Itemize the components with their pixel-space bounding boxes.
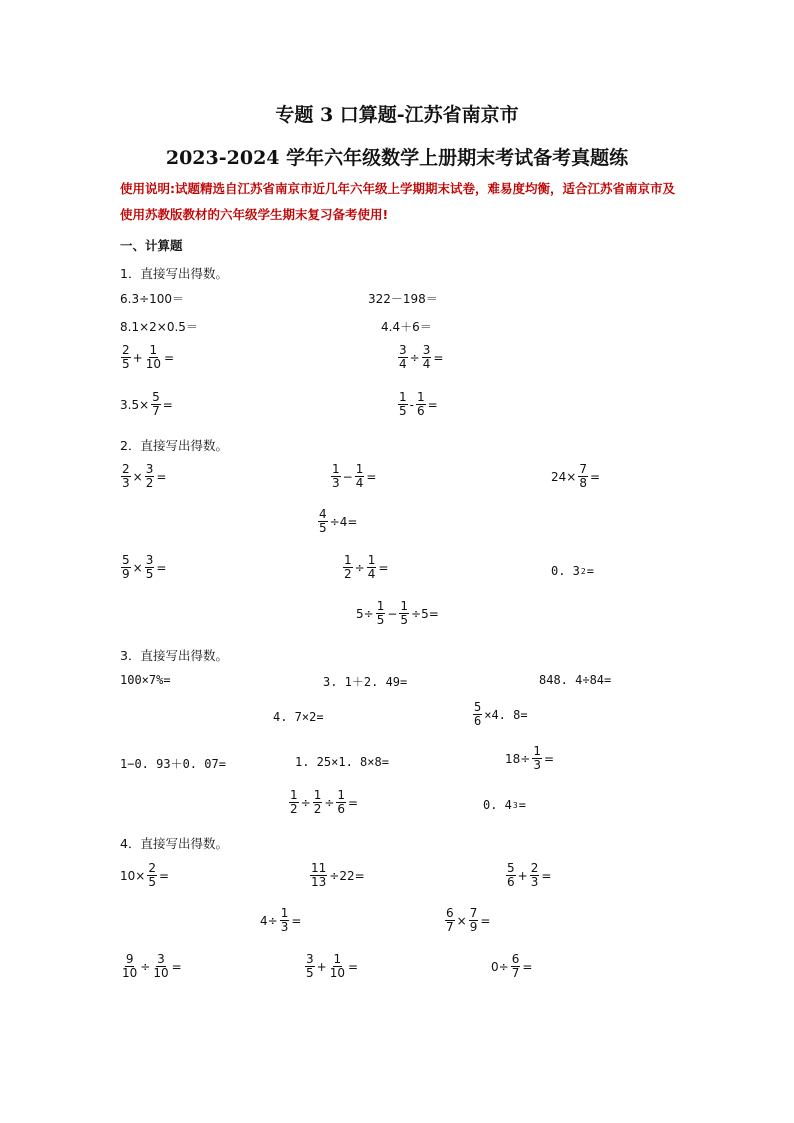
q4-heading: 4．直接写出得数。	[120, 836, 228, 851]
q3-c: 848. 4÷84=	[539, 673, 612, 687]
q2-d: $\frac{4}{5}$ ÷4=	[319, 507, 358, 535]
q1-e: 2 5 + $\frac{1}{10}$ =	[122, 343, 175, 371]
q1-b: 322－198＝	[368, 292, 438, 306]
q3-i: $\frac{1}{2}$ ÷ $\frac{1}{2}$ ÷ $\frac{1}{6}$ =	[290, 788, 359, 816]
title-line-2: 2023-2024 学年六年级数学上册期末考试备考真题练	[165, 147, 629, 169]
q4-h: 0÷ $\frac{6}{7}$ =	[491, 952, 533, 980]
q1-g: 3.5× $\frac{5}{7}$ =	[120, 390, 173, 418]
q2-e: $\frac{5}{9}$ × $\frac{3}{5}$ =	[122, 553, 167, 581]
q3-e: $\frac{5}{6}$ ×4. 8=	[474, 700, 528, 728]
q4-e: $\frac{6}{7}$ × $\frac{7}{9}$ =	[446, 906, 491, 934]
q2-heading: 2．直接写出得数。	[120, 438, 228, 453]
q4-d: 4÷ $\frac{1}{3}$ =	[260, 906, 302, 934]
q3-h: 18÷ $\frac{1}{3}$ =	[505, 744, 555, 772]
q2-g: 0. 3 2 =	[551, 564, 594, 578]
q2-b: 1 3 − $\frac{1}{4}$ =	[332, 462, 377, 490]
q4-f: $\frac{9}{10}$ ÷ $\frac{3}{10}$ =	[122, 952, 182, 980]
q1-f: $\frac{3}{4}$ ÷ $\frac{3}{4}$ =	[399, 343, 444, 371]
usage-note: 使用说明:试题精选自江苏省南京市近几年六年级上学期期末试卷，难易度均衡，适合江苏省南京市及使用苏教版教材的六年级学生期末复习备考使用!	[120, 181, 676, 222]
q4-a: 10× $\frac{2}{5}$ =	[120, 861, 170, 889]
q4-b: $\frac{11}{13}$ ÷22=	[311, 861, 365, 889]
q3-heading: 3．直接写出得数。	[120, 648, 228, 663]
q1-d: 4.4＋6＝	[381, 320, 432, 334]
q2-a: $\frac{2}{3}$ × $\frac{3}{2}$ =	[122, 462, 167, 490]
q3-f: 1−0. 93＋0. 07=	[120, 757, 226, 771]
q3-a: 100×7%=	[120, 673, 171, 687]
q1-h: 1 5 - $\frac{1}{6}$ =	[399, 390, 438, 418]
q3-j: 0. 4 3 =	[483, 798, 526, 812]
title-line-1: 专题 3 口算题-江苏省南京市	[275, 104, 519, 126]
q3-d: 4. 7×2=	[273, 710, 324, 724]
q1-c: 8.1×2×0.5＝	[120, 320, 198, 334]
section-heading: 一、计算题	[120, 238, 183, 253]
q3-b: 3. 1＋2. 49=	[323, 675, 408, 689]
q4-g: 3 5 + $\frac{1}{10}$ =	[306, 952, 359, 980]
q2-f: $\frac{1}{2}$ ÷ $\frac{1}{4}$ =	[344, 553, 389, 581]
q2-h: 5÷ $\frac{1}{5}$ − $\frac{1}{5}$ ÷5=	[356, 599, 439, 627]
q3-g: 1. 25×1. 8×8=	[295, 755, 389, 769]
q2-c: 24× $\frac{7}{8}$ =	[551, 462, 601, 490]
q1-a: 6.3÷100＝	[120, 292, 185, 306]
q1-heading: 1．直接写出得数。	[120, 266, 228, 281]
q4-c: 5 6 + $\frac{2}{3}$ =	[507, 861, 552, 889]
